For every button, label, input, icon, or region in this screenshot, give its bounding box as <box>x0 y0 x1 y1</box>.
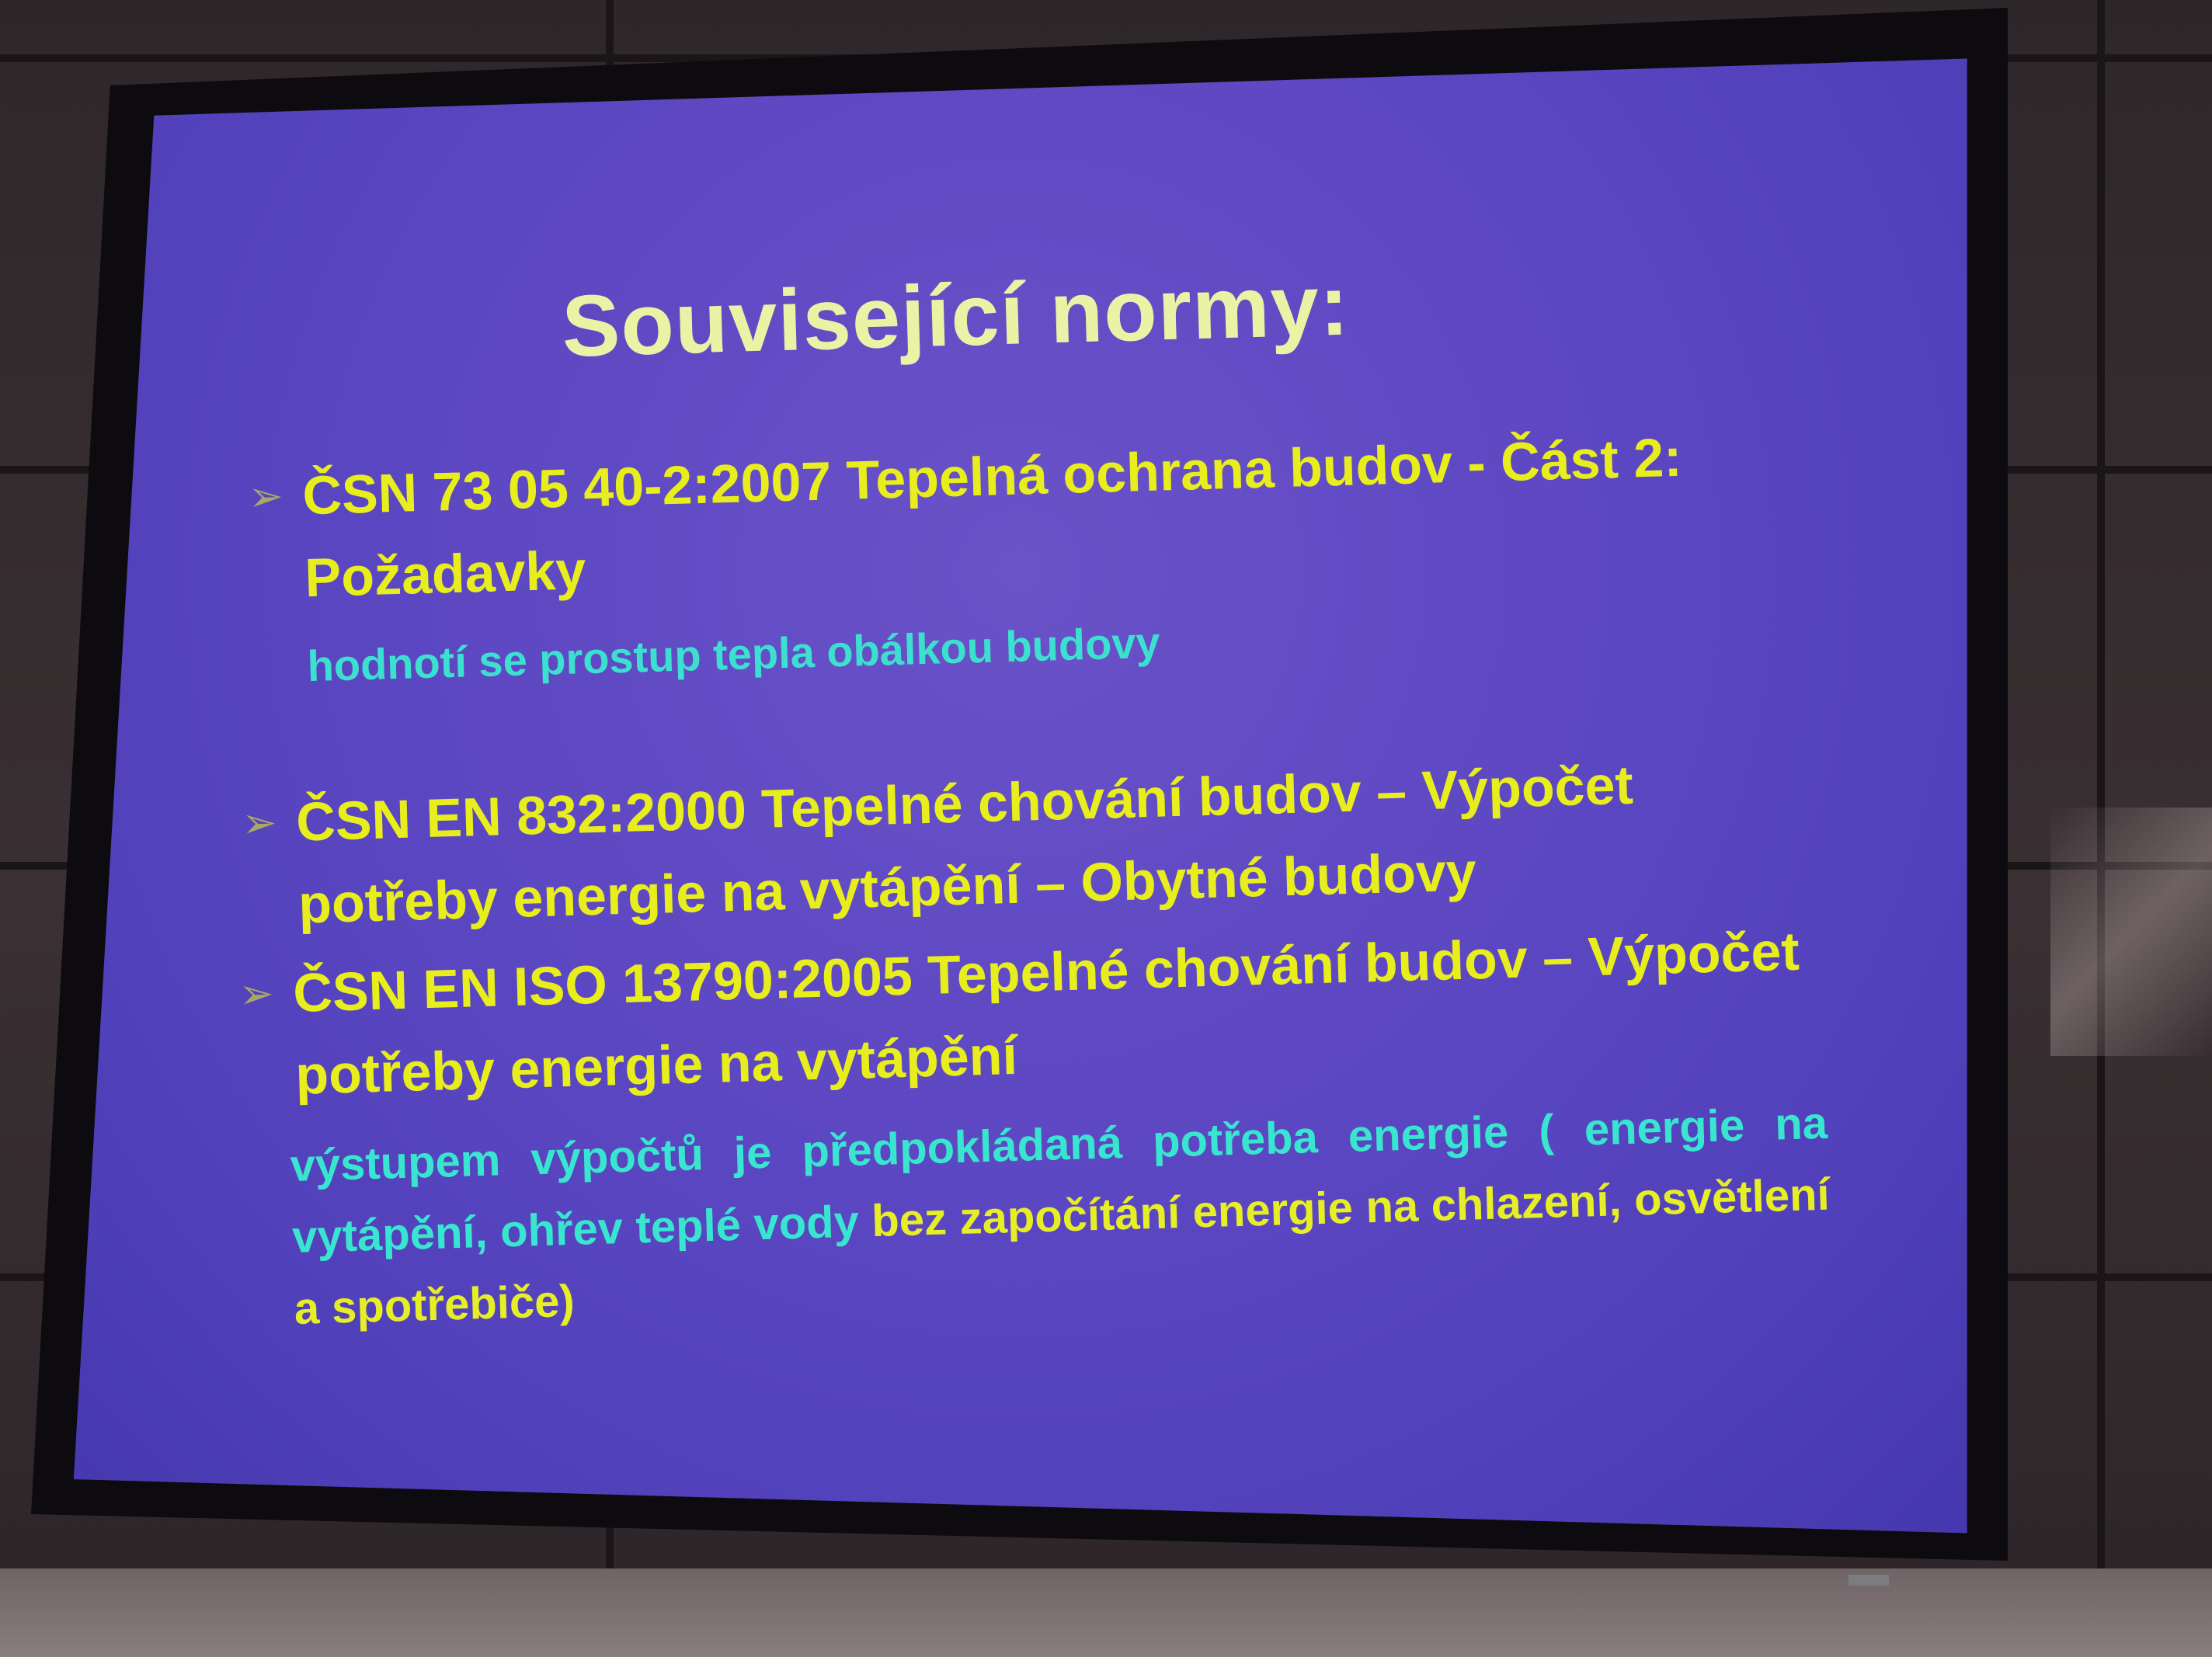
bullet-csn-73-05-40: ČSN 73 05 40-2:2007 Tepelná ochrana budov - Část 2: Požadavky <box>301 426 1683 609</box>
output-note-yellow: bez započítání energie na chlazení, osvětlení a spotřebiče) <box>293 1169 1831 1334</box>
bullet-arrow-icon: ➢ <box>247 471 284 522</box>
output-note-cyan: výstupem výpočtů je předpokládaná potřeba energie ( energie na vytápění, ohřev teplé vody <box>289 1097 1828 1263</box>
bullet-csn-en-iso-13790: ČSN EN ISO 13790:2005 Tepelné chování budov – Výpočet potřeby energie na vytápění <box>292 920 1800 1106</box>
output-note <box>289 1088 1832 1345</box>
bullet-arrow-icon: ➢ <box>238 968 275 1019</box>
bullet-note-heat-transfer: hodnotí se prostup tepla obálkou budovy <box>306 617 1161 691</box>
bullet-arrow-icon: ➢ <box>241 797 278 848</box>
bullet-csn-en-832: ČSN EN 832:2000 Tepelné chování budov – Výpočet potřeby energie na vytápění – Obytné budovy <box>295 754 1634 935</box>
slide-title: Související normy: <box>560 255 1351 375</box>
